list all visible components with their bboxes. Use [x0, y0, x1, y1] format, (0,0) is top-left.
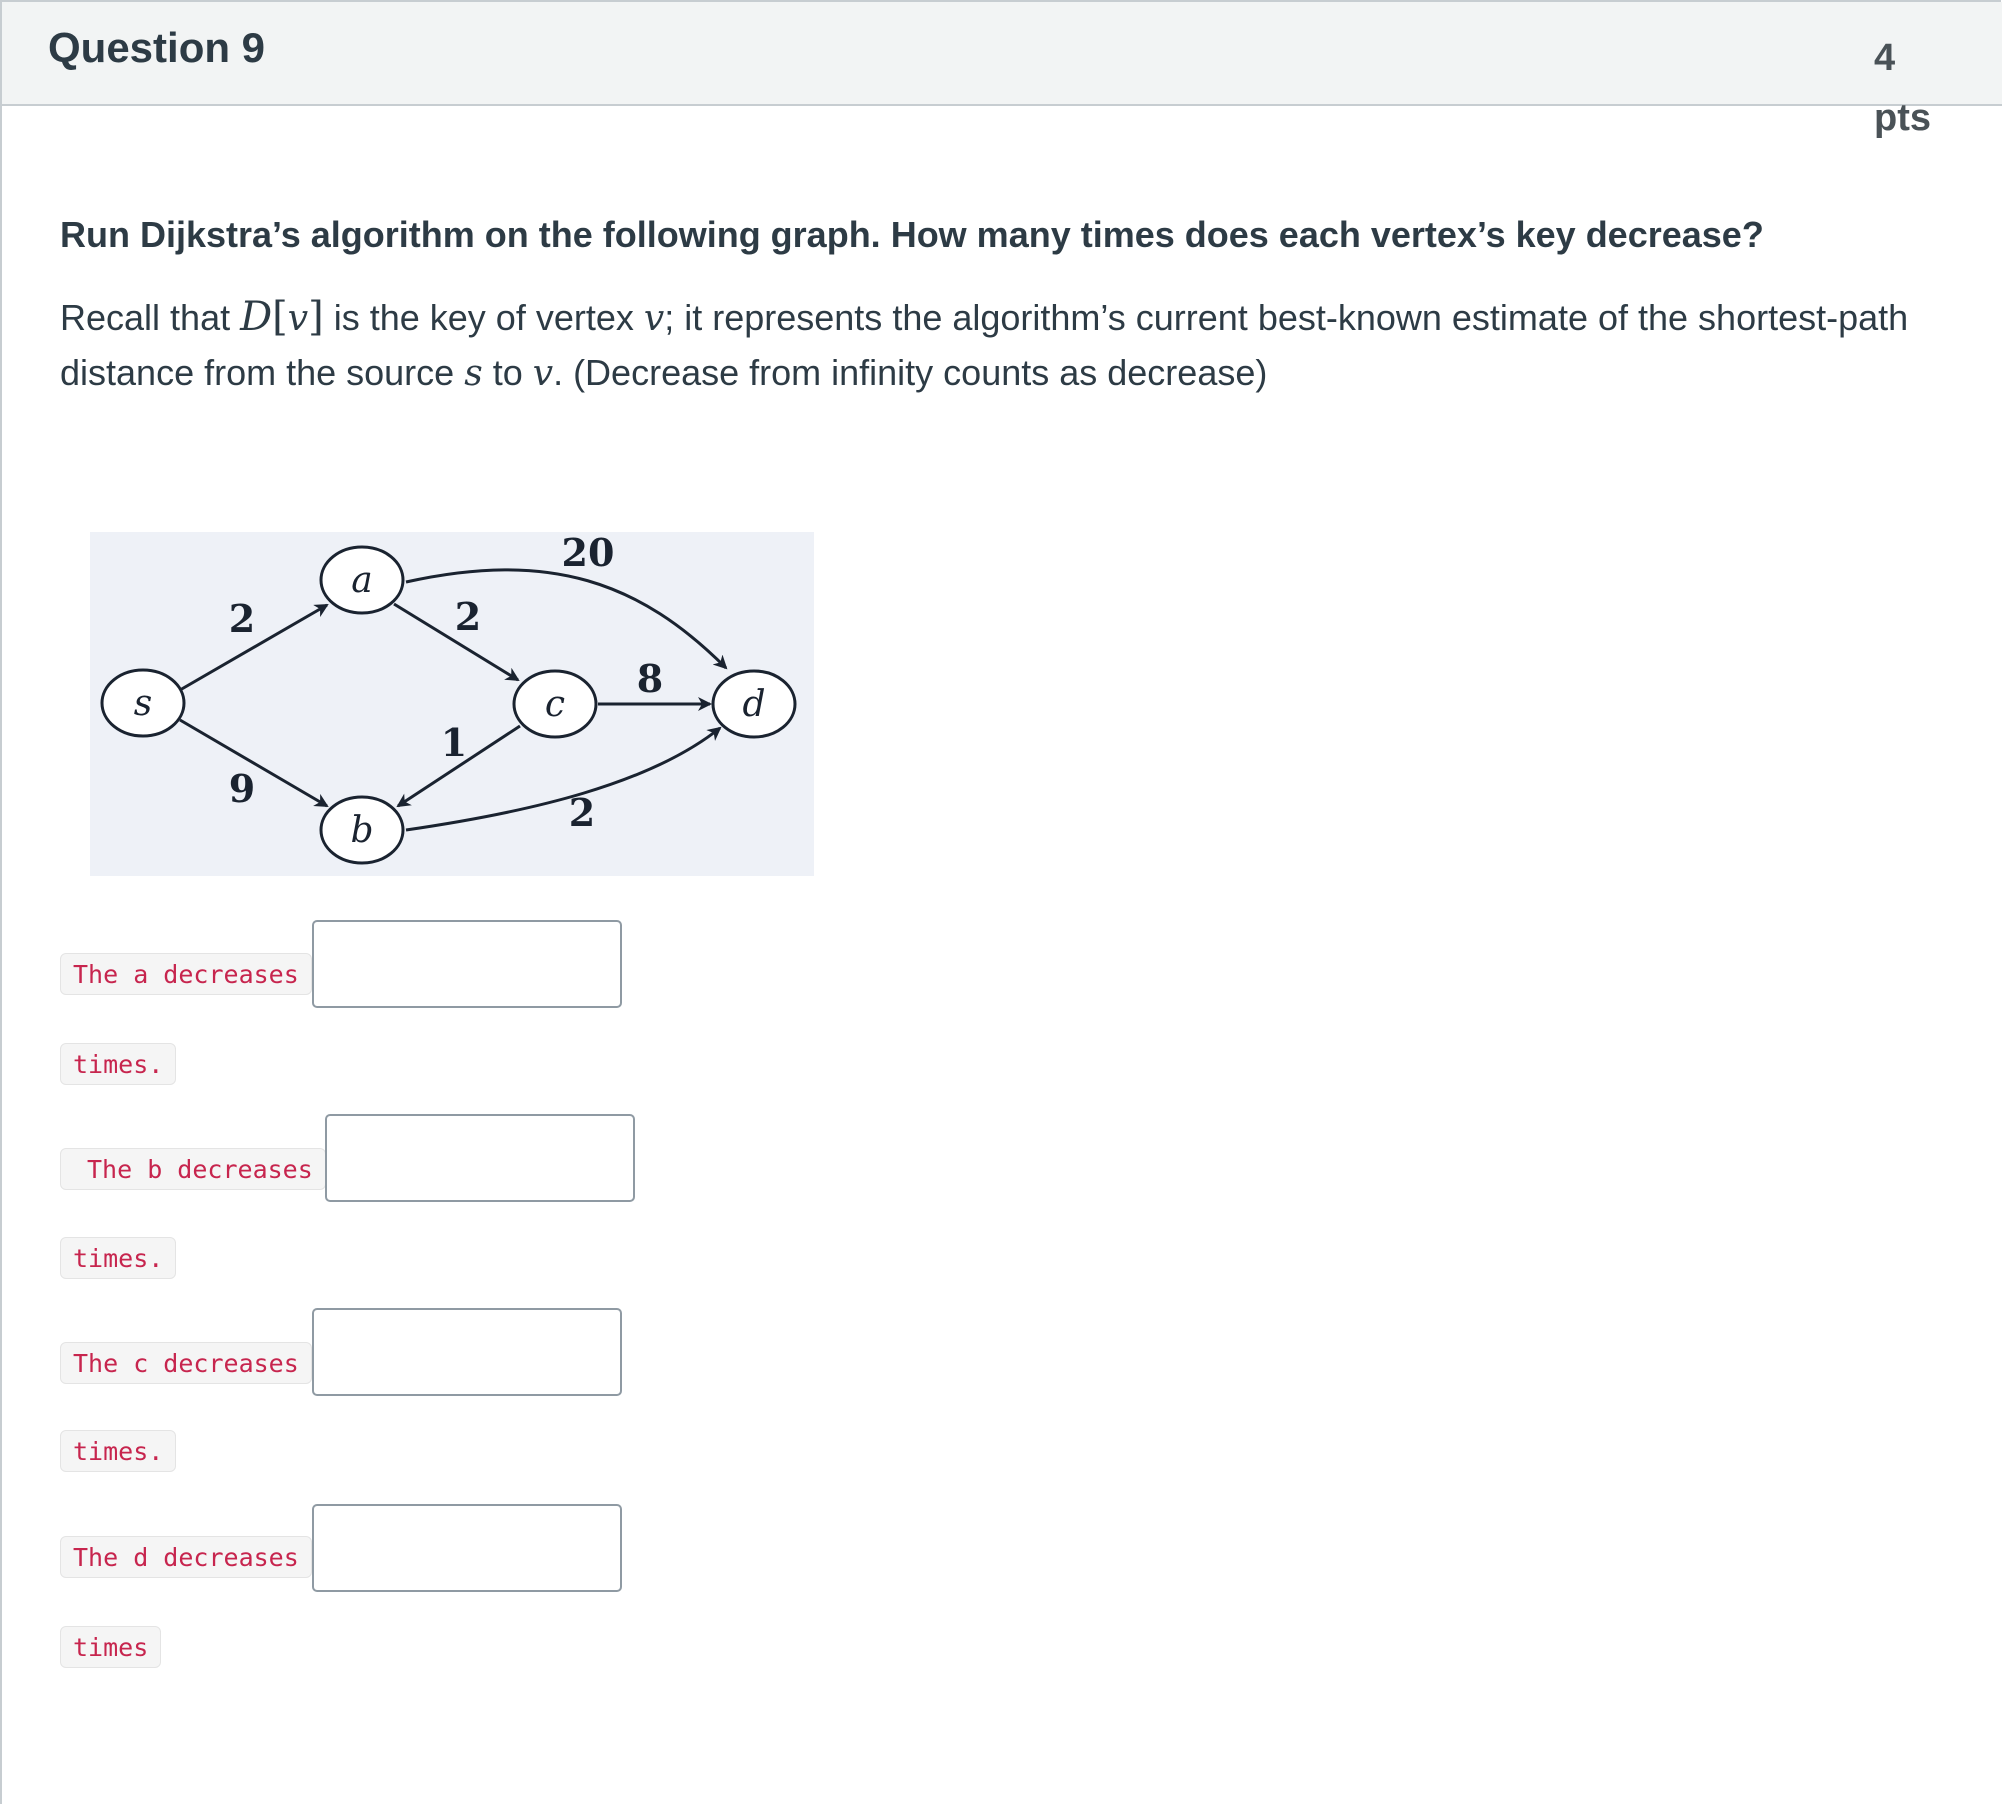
recall-text-4: to: [482, 352, 533, 393]
question-title: Question 9: [48, 24, 266, 71]
graph-diagram: [90, 532, 814, 876]
node-label-a: a: [351, 560, 373, 601]
math-source-s: s: [464, 353, 483, 394]
recall-text-3: ; it represents the algorithm’s current best-known estimate of the shortest-path distance from the source: [60, 297, 1909, 393]
prompt-recall: [60, 290, 1960, 401]
weight-c-d: 8: [636, 656, 664, 701]
answer-a-input[interactable]: [312, 920, 622, 1008]
math-vertex-v: v: [643, 298, 665, 339]
weight-a-c: 2: [454, 594, 482, 639]
weight-b-d: 2: [568, 790, 596, 835]
weight-s-b: 9: [228, 766, 256, 811]
recall-text-1: Recall that: [60, 297, 241, 338]
math-key-d: D: [240, 294, 273, 340]
points-unit: pts: [1874, 97, 1931, 139]
answer-d-prefix: The d decreases: [60, 1536, 312, 1578]
answer-a-suffix: times.: [60, 1043, 176, 1085]
question-points: [1874, 28, 1931, 148]
weight-c-b: 1: [440, 720, 468, 765]
answer-c-input[interactable]: [312, 1308, 622, 1396]
weight-a-d: 20: [561, 532, 615, 575]
answer-c-suffix: times.: [60, 1430, 176, 1472]
recall-text-5: . (Decrease from infinity counts as decrease): [553, 352, 1268, 393]
graph-image: [90, 532, 814, 876]
math-vertex-v-2: v: [532, 353, 554, 394]
answer-b-suffix: times.: [60, 1237, 176, 1279]
answer-b-input[interactable]: [325, 1114, 635, 1202]
math-bracket-close: ]: [308, 294, 324, 340]
answer-d-input[interactable]: [312, 1504, 622, 1592]
recall-text-2: is the key of vertex: [323, 297, 644, 338]
answer-a-prefix: The a decreases: [60, 953, 312, 995]
answer-b-prefix: The b decreases: [60, 1148, 326, 1190]
math-key-v: v: [287, 298, 309, 339]
node-label-d: d: [742, 684, 766, 725]
node-label-b: b: [350, 810, 374, 851]
weight-s-a: 2: [228, 596, 256, 641]
math-bracket-open: [: [272, 294, 288, 340]
answer-c-prefix: The c decreases: [60, 1342, 312, 1384]
node-label-c: c: [544, 684, 566, 725]
answer-d-suffix: times: [60, 1626, 161, 1668]
points-value: 4: [1874, 37, 1896, 79]
node-label-s: s: [133, 683, 153, 724]
question-header: [2, 2, 2002, 139]
prompt-heading: Run Dijkstra’s algorithm on the following graph. How many times does each vertex’s key decrease?: [60, 214, 1764, 255]
